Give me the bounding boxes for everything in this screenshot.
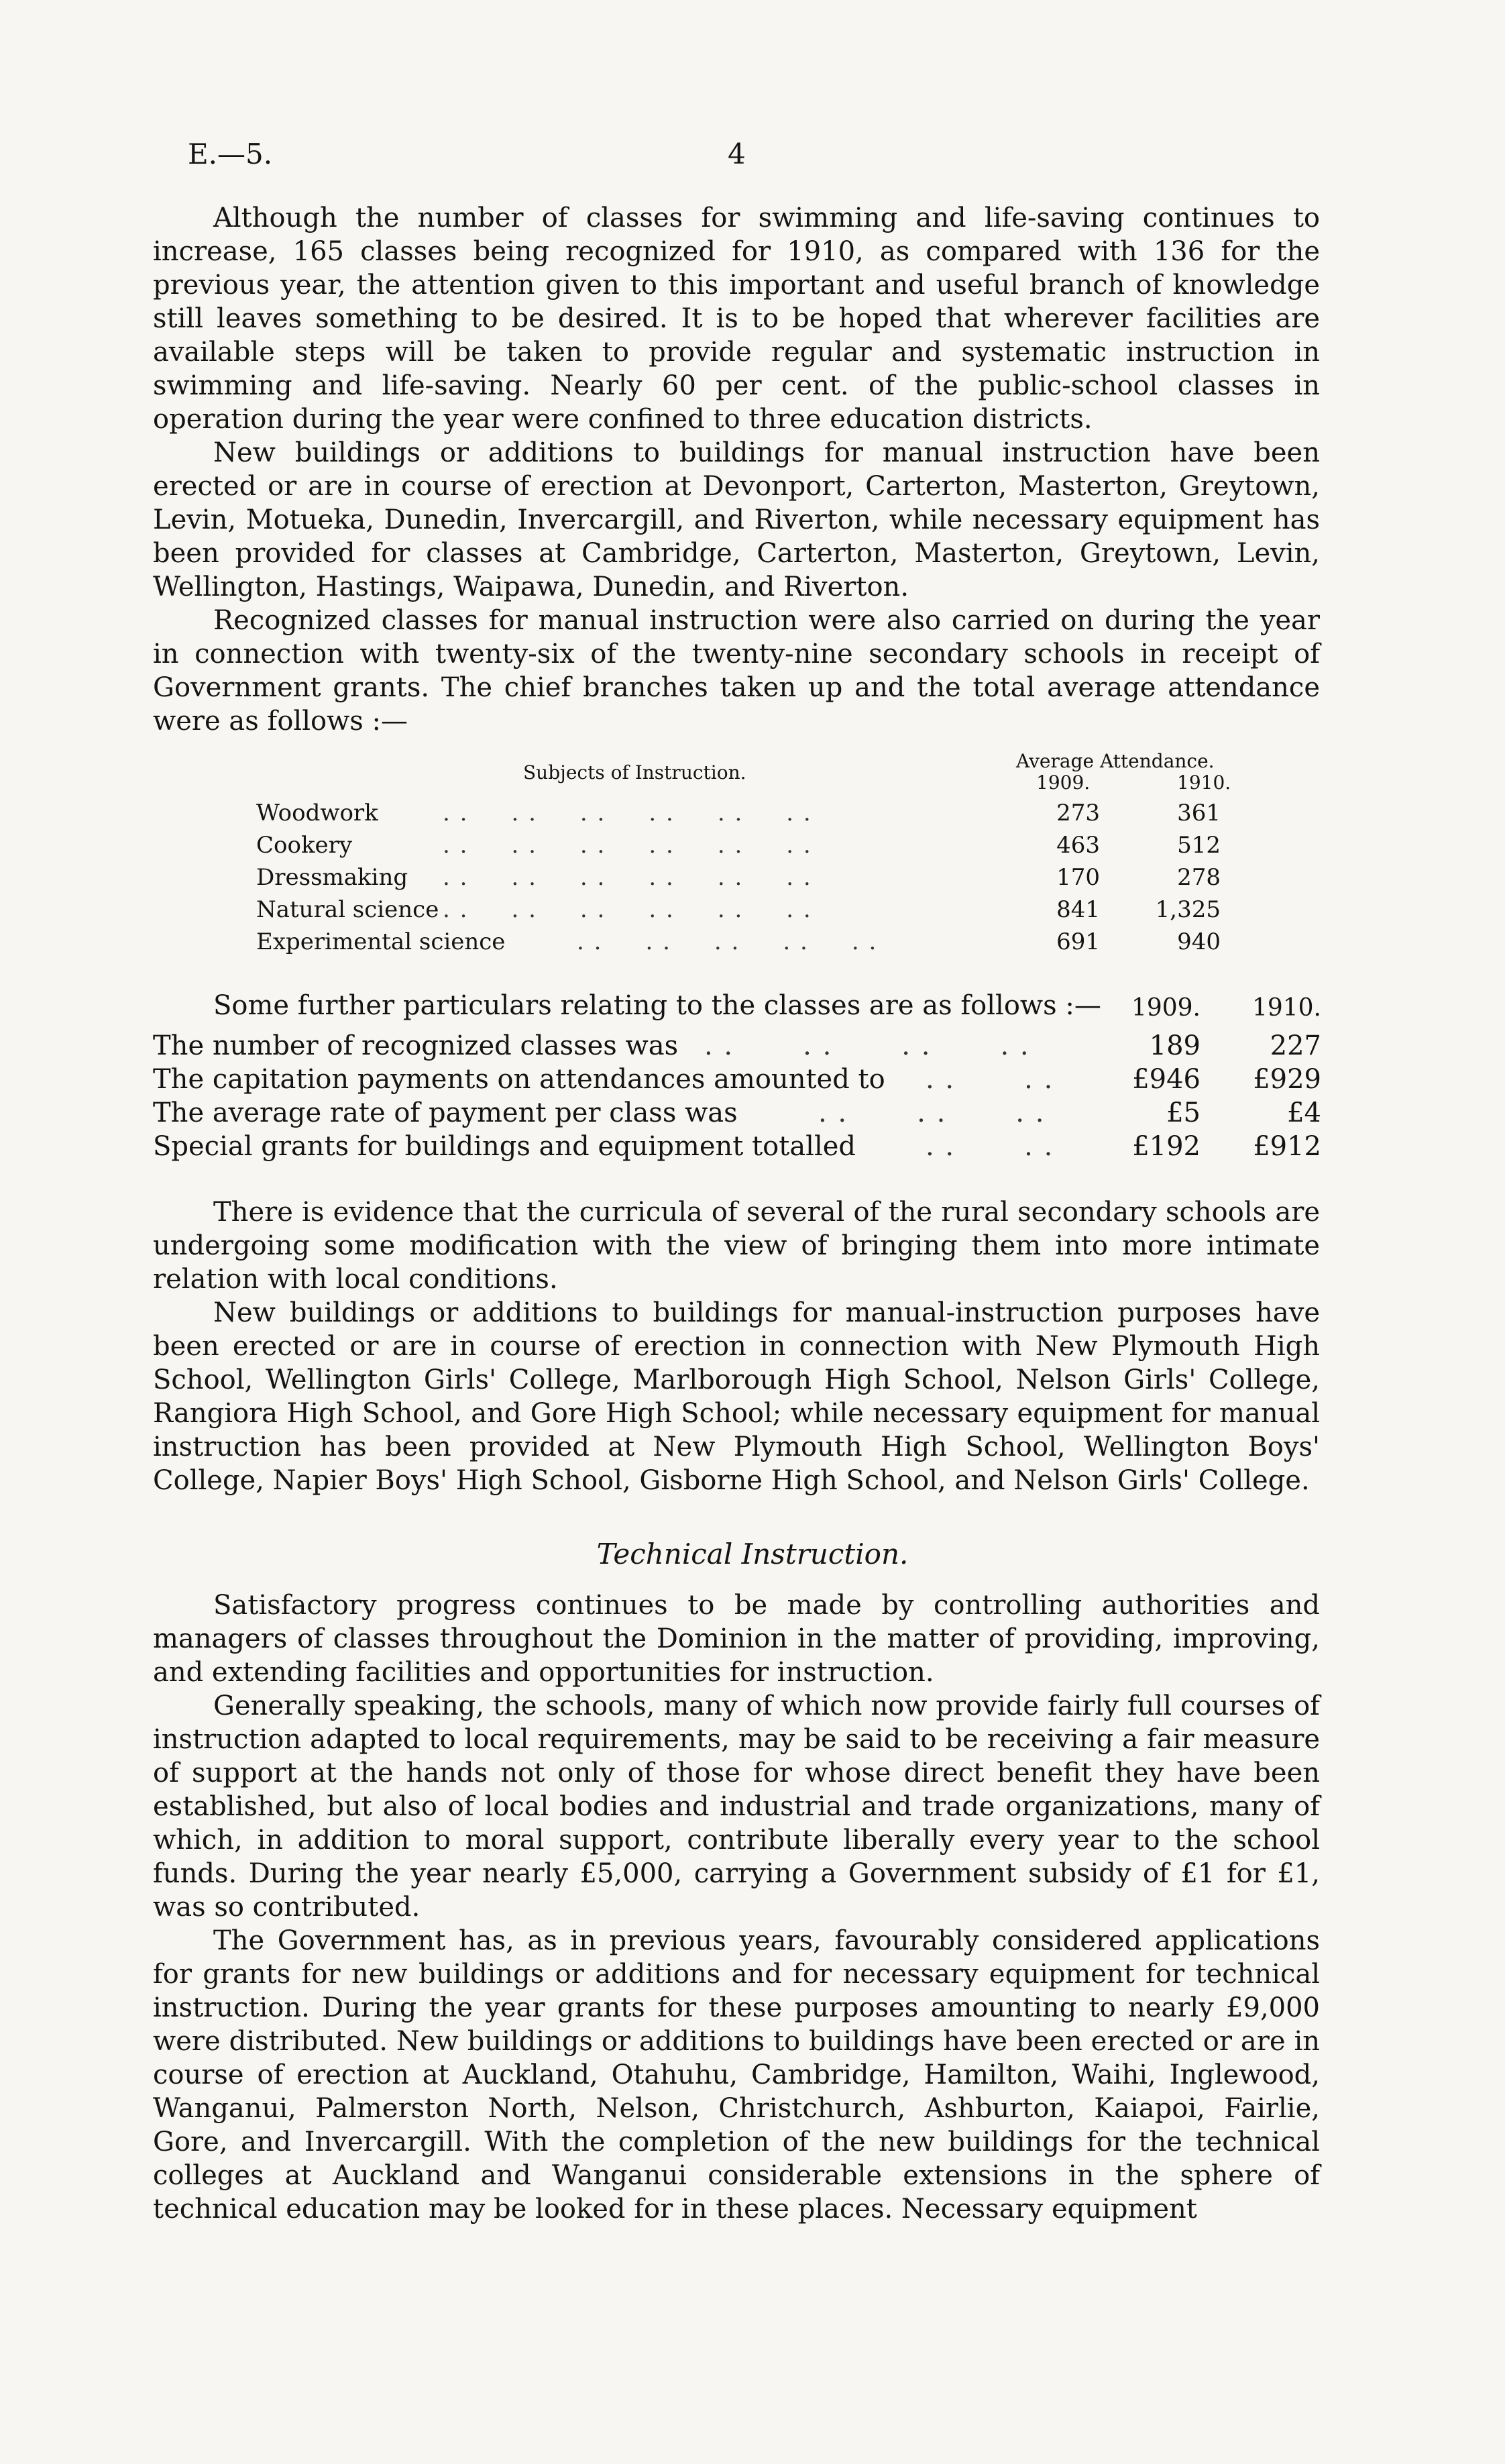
leader-dots: . . . . — [926, 1064, 1054, 1095]
document-reference: E.—5. — [188, 138, 273, 170]
table-header-1910: 1910. — [1177, 771, 1231, 794]
table-header-subjects: Subjects of Instruction. — [523, 761, 746, 784]
paragraph-satisfactory-progress: Satisfactory progress continues to be made by controlling authorities and managers of classes throughout the Dominion in the matter of providing, improving, and extending facilities and opportunities for instruction. — [153, 1590, 1320, 1688]
particulars-intro: Some further particulars relating to the classes are as follows :— — [213, 990, 1101, 1021]
particulars-row — [0, 1064, 1505, 1097]
particulars-label: Special grants for buildings and equipment totalled — [153, 1131, 856, 1162]
paragraph-secondary-classes: Recognized classes for manual instruction were also carried on during the year in connection with twenty-six of the twenty-nine secondary schools in receipt of Government grants. The chief branches taken up and the total average attendance were as follows :— — [153, 605, 1320, 737]
value-1909: 170 — [1056, 864, 1100, 891]
paragraph-swimming: Although the number of classes for swimming and life-saving continues to increase, 165 classes being recognized for 1910, as compared with 136 for the previous year, the attention given to this important and useful branch of knowledge still leaves something to be desired. It is to be hoped that wherever facilities are available steps will be taken to provide regular and systematic instruction in swimming and life-saving. Nearly 60 per cent. of the public-school classes in operation during the year were confined to three education districts. — [153, 203, 1320, 435]
value-1909: 841 — [1056, 896, 1100, 923]
value-1909: 189 — [1149, 1030, 1201, 1061]
table-row — [0, 832, 1505, 864]
value-1910: £4 — [1287, 1097, 1321, 1128]
particulars-row — [0, 1030, 1505, 1064]
particulars-label: The capitation payments on attendances amounted to — [153, 1064, 885, 1095]
table-row — [0, 928, 1505, 961]
table-row — [0, 800, 1505, 832]
body-text-top — [153, 201, 1320, 738]
value-1910: 512 — [1177, 832, 1221, 859]
value-1910: 361 — [1177, 800, 1221, 826]
subject-label: Woodwork — [256, 800, 378, 826]
particulars-label: The average rate of payment per class was — [153, 1097, 738, 1128]
subject-label: Dressmaking — [256, 864, 408, 891]
value-1910: 278 — [1177, 864, 1221, 891]
leader-dots: . . . . . . . . . . — [577, 928, 878, 955]
body-text-mid — [153, 1195, 1320, 1497]
table-row — [0, 896, 1505, 928]
paragraph-rural-curricula: There is evidence that the curricula of several of the rural secondary schools are undergoing some modification with the view of bringing them into more intimate relation with local conditions. — [153, 1197, 1320, 1295]
value-1910: 940 — [1177, 928, 1221, 955]
value-1909: 273 — [1056, 800, 1100, 826]
leader-dots: . . . . — [926, 1131, 1054, 1162]
table-header-1909: 1909. — [1036, 771, 1091, 794]
subject-label: Natural science — [256, 896, 439, 923]
value-1909: 691 — [1056, 928, 1100, 955]
table-row — [0, 864, 1505, 896]
paragraph-manual-buildings: New buildings or additions to buildings for manual instruction have been erected or are in course of erection at Devonport, Carterton, Masterton, Greytown, Levin, Motueka, Dunedin, Invercargill, and Riverton, while necessary equipment has been provided for classes at Cambridge, Carterton, Masterton, Greytown, Levin, Wellington, Hastings, Waipawa, Dunedin, and Riverton. — [153, 437, 1320, 602]
page-number: 4 — [728, 138, 746, 170]
subject-label: Cookery — [256, 832, 353, 859]
leader-dots: . . . . . . . . . . . . — [443, 832, 812, 859]
particulars-intro-row — [0, 990, 1505, 1024]
value-1909: £946 — [1132, 1064, 1201, 1095]
value-1910: 227 — [1270, 1030, 1321, 1061]
paragraph-generally-speaking: Generally speaking, the schools, many of which now provide fairly full courses of instruction adapted to local requirements, may be said to be receiving a fair measure of support at the hands not only of those for whose direct benefit they have been established, but also of local bodies and industrial and trade organizations, many of which, in addition to moral support, contribute liberally every year to the school funds. During the year nearly £5,000, carrying a Government subsidy of £1 for £1, was so contributed. — [153, 1691, 1320, 1923]
value-1909: £192 — [1132, 1131, 1201, 1162]
paragraph-manual-purposes: New buildings or additions to buildings for manual-instruction purposes have been erected or are in course of erection in connection with New Plymouth High School, Wellington Girls' College, Marlborough High School, Nelson Girls' College, Rangiora High School, and Gore High School; while necessary equipment for manual instruction has been provided at New Plymouth High School, Wellington Boys' College, Napier Boys' High School, Gisborne High School, and Nelson Girls' College. — [153, 1297, 1320, 1496]
value-1909: £5 — [1166, 1097, 1201, 1128]
particulars-header-1909: 1909. — [1131, 994, 1201, 1022]
section-title: Technical Instruction. — [596, 1538, 909, 1570]
body-text-bottom — [153, 1589, 1320, 2226]
particulars-row — [0, 1131, 1505, 1165]
leader-dots: . . . . . . — [818, 1097, 1046, 1128]
paragraph-government-grants: The Government has, as in previous years, favourably considered applications for grants for new buildings or additions and for necessary equipment for technical instruction. During the year grants for these purposes amounting to nearly £9,000 were distributed. New buildings or additions to buildings have been erected or are in course of erection at Auckland, Otahuhu, Cambridge, Hamilton, Waihi, Inglewood, Wanganui, Palmerston North, Nelson, Christchurch, Ashburton, Kaiapoi, Fairlie, Gore, and Invercargill. With the completion of the new buildings for the technical colleges at Auckland and Wanganui considerable extensions in the sphere of technical education may be looked for in these places. Necessary equipment — [153, 1925, 1320, 2225]
table-header-average: Average Attendance. — [1016, 750, 1215, 772]
value-1910: £912 — [1253, 1131, 1321, 1162]
particulars-header-1910: 1910. — [1251, 994, 1321, 1022]
leader-dots: . . . . . . . . . . . . — [443, 800, 812, 826]
subject-label: Experimental science — [256, 928, 506, 955]
leader-dots: . . . . . . . . — [704, 1030, 1030, 1061]
value-1910: £929 — [1253, 1064, 1321, 1095]
particulars-row — [0, 1097, 1505, 1131]
page-header — [0, 138, 1505, 178]
leader-dots: . . . . . . . . . . . . — [443, 864, 812, 891]
leader-dots: . . . . . . . . . . . . — [443, 896, 812, 923]
particulars-label: The number of recognized classes was — [153, 1030, 679, 1061]
value-1909: 463 — [1056, 832, 1100, 859]
value-1910: 1,325 — [1155, 896, 1221, 923]
